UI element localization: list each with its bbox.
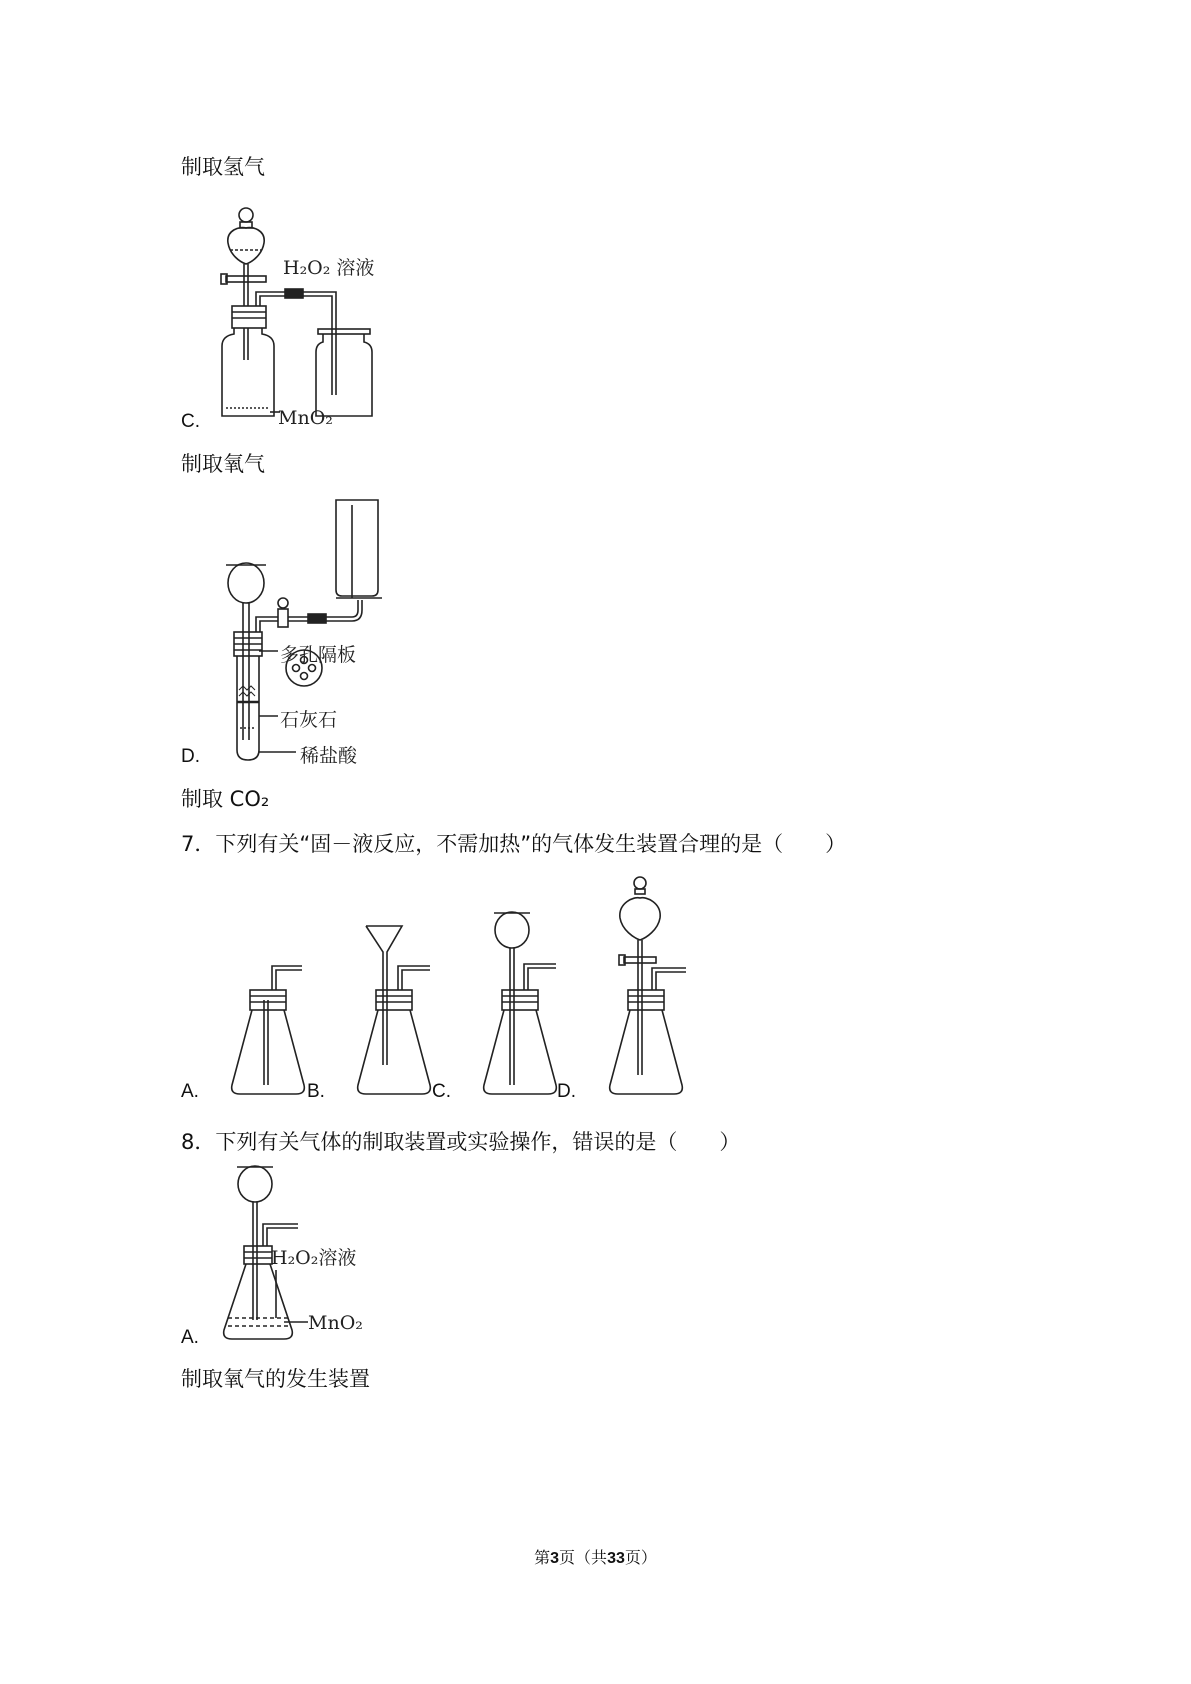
q7-flask-b bbox=[358, 926, 431, 1094]
option-d-label: D. bbox=[181, 746, 200, 767]
q7-flask-d bbox=[610, 877, 686, 1094]
q7-option-a-label: A. bbox=[181, 1081, 199, 1102]
co2-caption: 制取 CO₂ bbox=[181, 787, 270, 811]
label-h2o2-solution: H₂O₂ 溶液 bbox=[283, 257, 375, 279]
footer-prefix: 第 bbox=[534, 1548, 551, 1567]
footer-suffix: 页） bbox=[624, 1548, 657, 1567]
footer-middle: 页（共 bbox=[559, 1548, 608, 1567]
q7-option-d-label: D. bbox=[557, 1081, 576, 1102]
label-dilute-hcl: 稀盐酸 bbox=[300, 745, 358, 767]
q7-option-c-label: C. bbox=[432, 1081, 451, 1102]
label-h2o2-solution-q8: H₂O₂溶液 bbox=[271, 1247, 357, 1269]
label-mno2: MnO₂ bbox=[278, 407, 333, 429]
option-c-label: C. bbox=[181, 411, 200, 432]
footer-total-pages: 33 bbox=[607, 1550, 625, 1567]
q8-option-a-label: A. bbox=[181, 1327, 199, 1348]
figure-c-apparatus bbox=[221, 208, 375, 416]
oxygen-caption: 制取氧气 bbox=[181, 452, 265, 476]
q7-option-b-label: B. bbox=[307, 1081, 325, 1102]
q7-flask-c bbox=[484, 912, 557, 1094]
hydrogen-caption: 制取氢气 bbox=[181, 155, 265, 179]
label-porous-plate: 多孔隔板 bbox=[280, 644, 357, 666]
label-limestone: 石灰石 bbox=[280, 709, 338, 731]
question-8: 8．下列有关气体的制取装置或实验操作，错误的是（ ） bbox=[181, 1130, 741, 1154]
q7-flask-a bbox=[232, 966, 305, 1094]
label-mno2-q8: MnO₂ bbox=[308, 1312, 363, 1334]
q8a-caption: 制取氧气的发生装置 bbox=[181, 1367, 370, 1391]
question-7: 7．下列有关“固－液反应，不需加热”的气体发生装置合理的是（ ） bbox=[181, 832, 847, 856]
page-footer bbox=[0, 1545, 1191, 1568]
footer-page-number: 3 bbox=[550, 1550, 560, 1567]
